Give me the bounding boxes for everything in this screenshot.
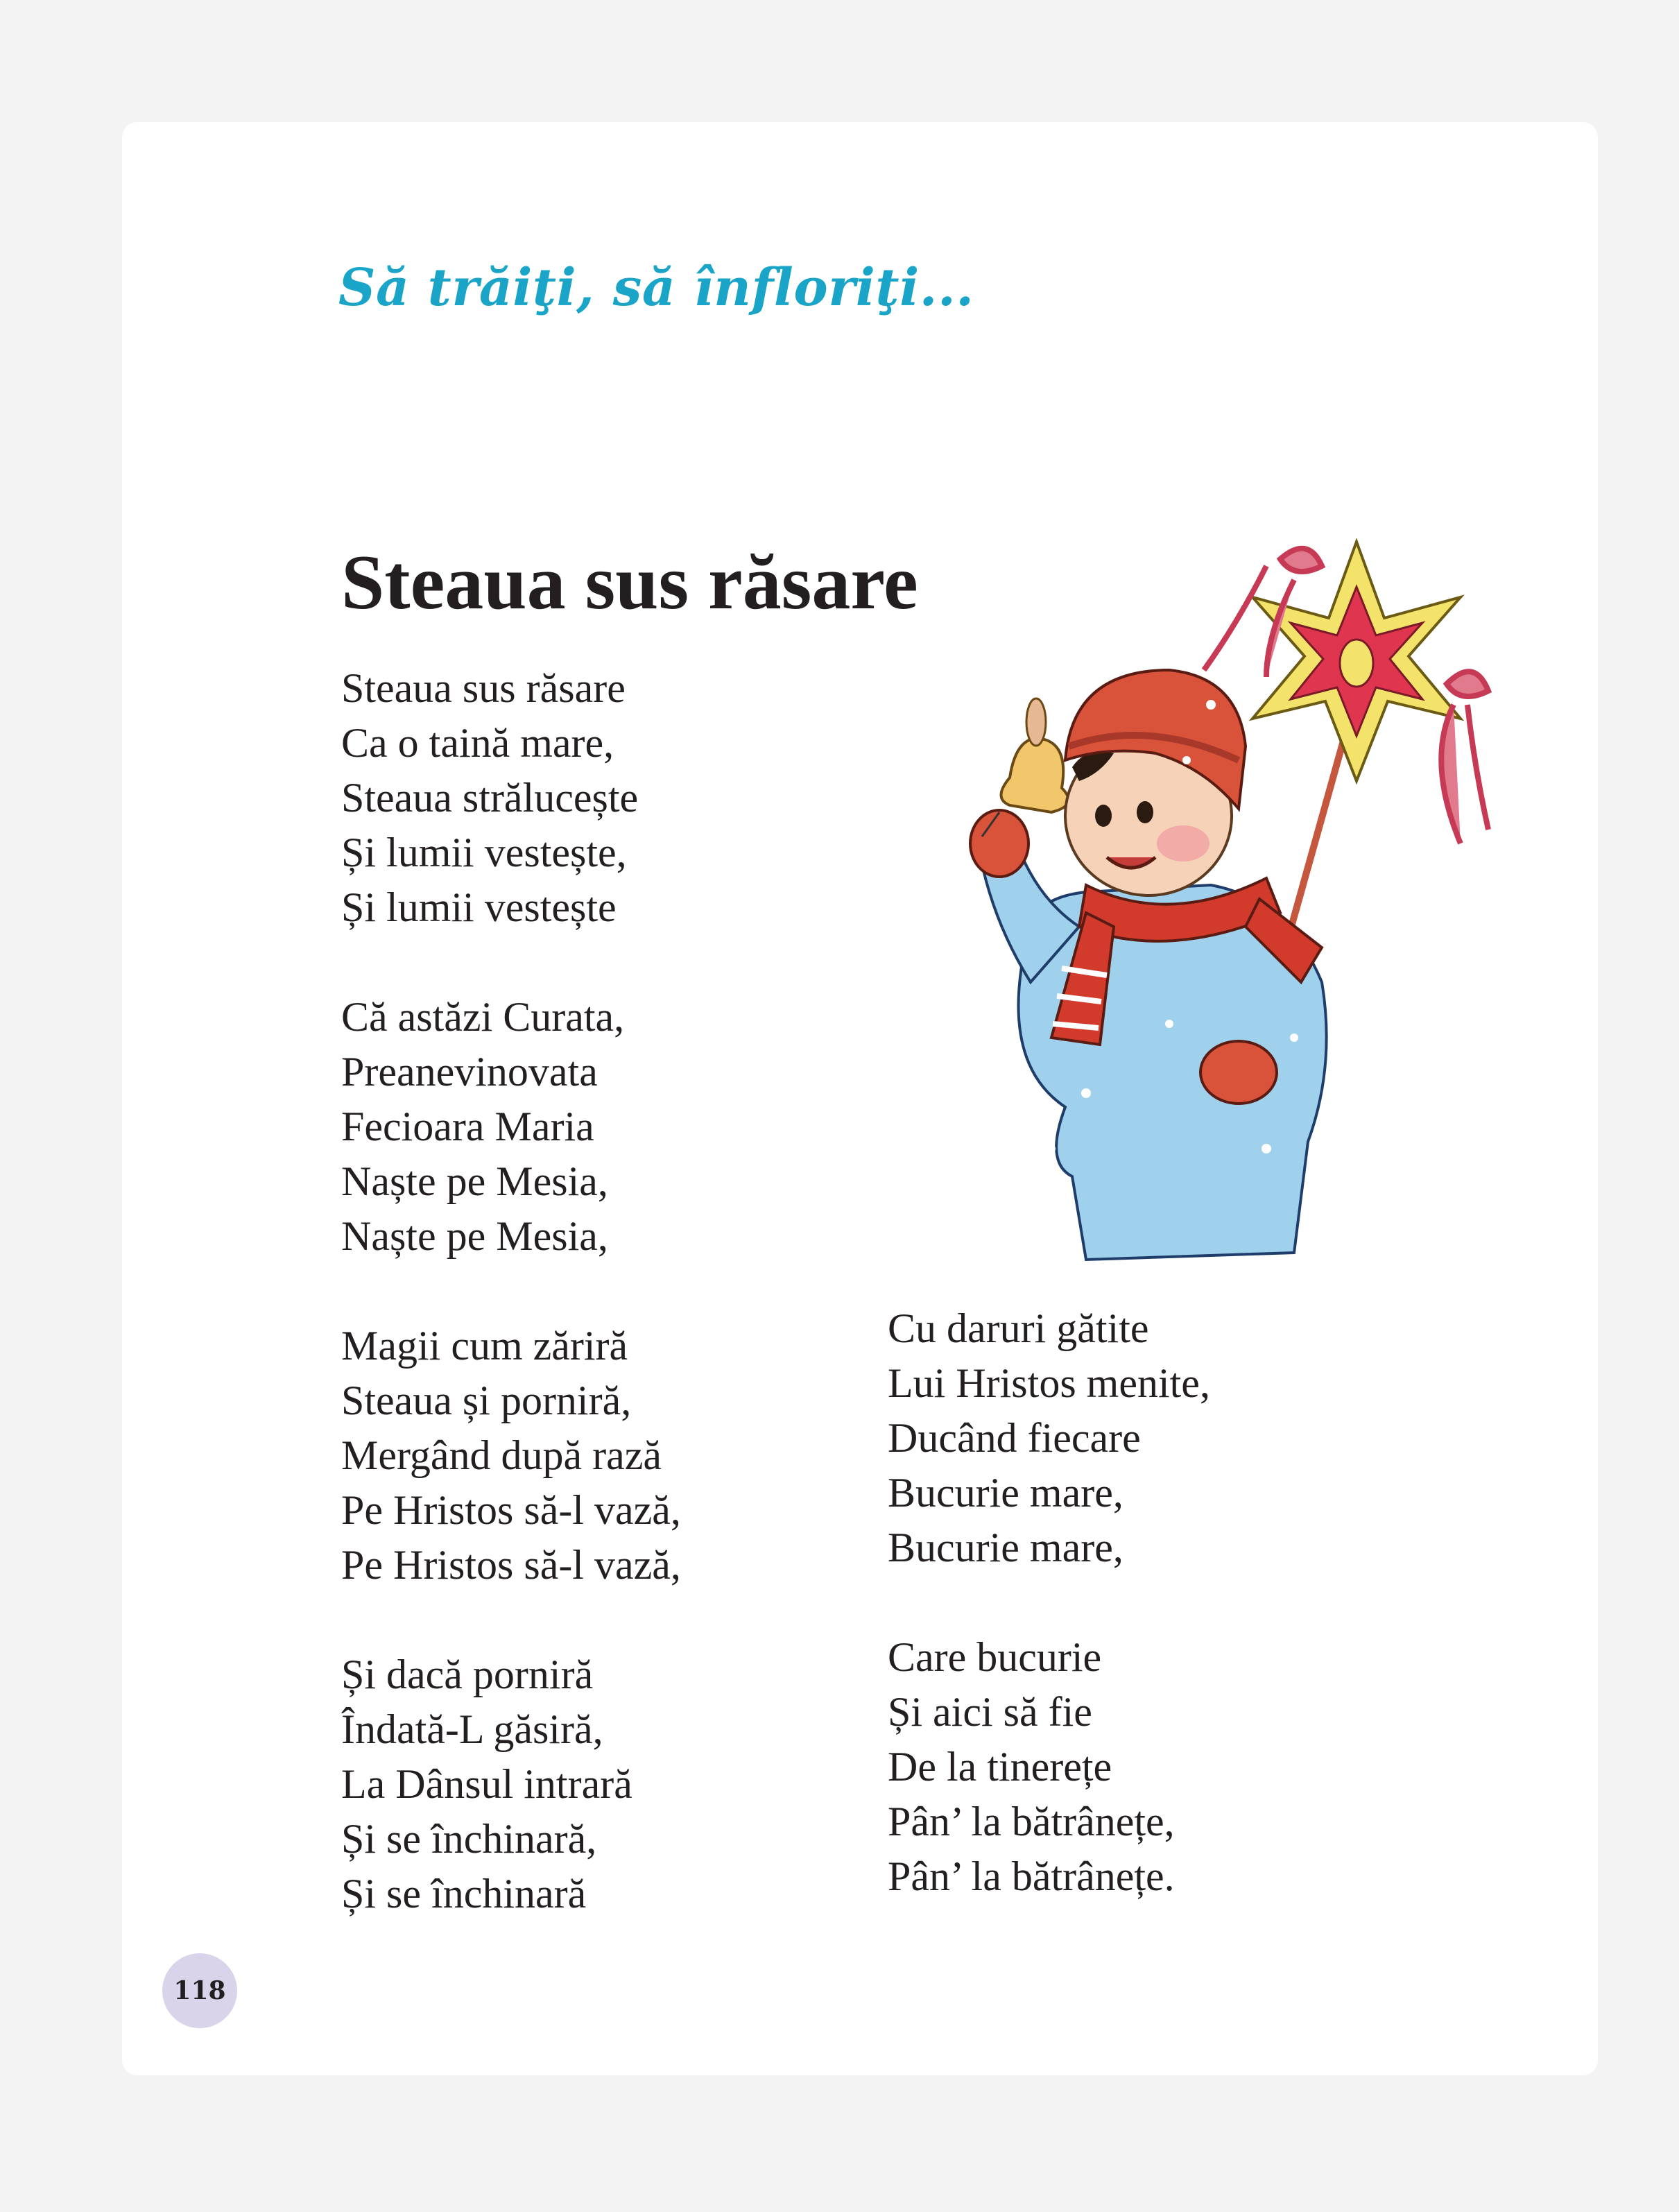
poem-line: Mergând după rază — [341, 1432, 662, 1478]
poem-line: Îndată-L găsiră, — [341, 1706, 603, 1752]
stanza — [888, 1630, 1210, 1904]
section-title: Să trăiţi, să înfloriţi... — [338, 258, 974, 318]
poem-line: Că astăzi Curata, — [341, 994, 625, 1040]
stanza — [341, 1319, 681, 1593]
poem-line: Cu daruri gătite — [888, 1305, 1149, 1351]
poem-line: Și se închinară — [341, 1871, 587, 1917]
poem-line: Și se închinară, — [341, 1816, 597, 1862]
poem-left-column — [341, 661, 681, 1921]
christmas-star — [1252, 542, 1461, 781]
poem-right-column — [888, 1301, 1210, 1904]
poem-line: Ca o taină mare, — [341, 720, 614, 766]
stanza — [341, 990, 681, 1264]
poem-line: Lui Hristos menite, — [888, 1360, 1210, 1406]
poem-line: Bucurie mare, — [888, 1470, 1123, 1516]
poem-line: Ducând fiecare — [888, 1415, 1141, 1461]
poem-line: Fecioara Maria — [341, 1104, 594, 1149]
poem-line: Și lumii vestește — [341, 884, 617, 930]
poem-line: Naște pe Mesia, — [341, 1158, 608, 1204]
poem-line: Și lumii vestește, — [341, 830, 627, 875]
poem-line: Magii cum zăriră — [341, 1323, 628, 1369]
poem-line: Pe Hristos să-l vază, — [341, 1542, 681, 1588]
poem-line: Naște pe Mesia, — [341, 1213, 608, 1259]
raised-mitten — [970, 810, 1028, 877]
poem-title: Steaua sus răsare — [341, 540, 918, 626]
poem-line: Bucurie mare, — [888, 1525, 1123, 1570]
poem-line: Și dacă porniră — [341, 1652, 594, 1697]
stanza — [888, 1301, 1210, 1575]
poem-line: Care bucurie — [888, 1634, 1102, 1680]
page-number-badge: 118 — [162, 1953, 237, 2028]
caroler-boy-illustration — [878, 538, 1537, 1267]
poem-line: De la tinerețe — [888, 1744, 1112, 1790]
poem-line: Pân’ la bătrânețe, — [888, 1799, 1175, 1844]
bell — [1001, 739, 1069, 812]
poem-line: Pe Hristos să-l vază, — [341, 1487, 681, 1533]
book-page — [122, 122, 1598, 2075]
stanza — [341, 661, 681, 935]
poem-line: Preanevinovata — [341, 1049, 598, 1095]
poem-line: Pân’ la bătrânețe. — [888, 1853, 1175, 1899]
poem-line: Steaua strălucește — [341, 775, 639, 821]
poem-line: Steaua sus răsare — [341, 665, 626, 711]
poem-line: La Dânsul intrară — [341, 1761, 632, 1807]
stanza — [341, 1647, 681, 1921]
poem-line: Și aici să fie — [888, 1689, 1092, 1735]
poem-line: Steaua și porniră, — [341, 1378, 632, 1423]
ribbon-right — [1441, 671, 1488, 843]
pole-mitten — [1200, 1041, 1277, 1104]
